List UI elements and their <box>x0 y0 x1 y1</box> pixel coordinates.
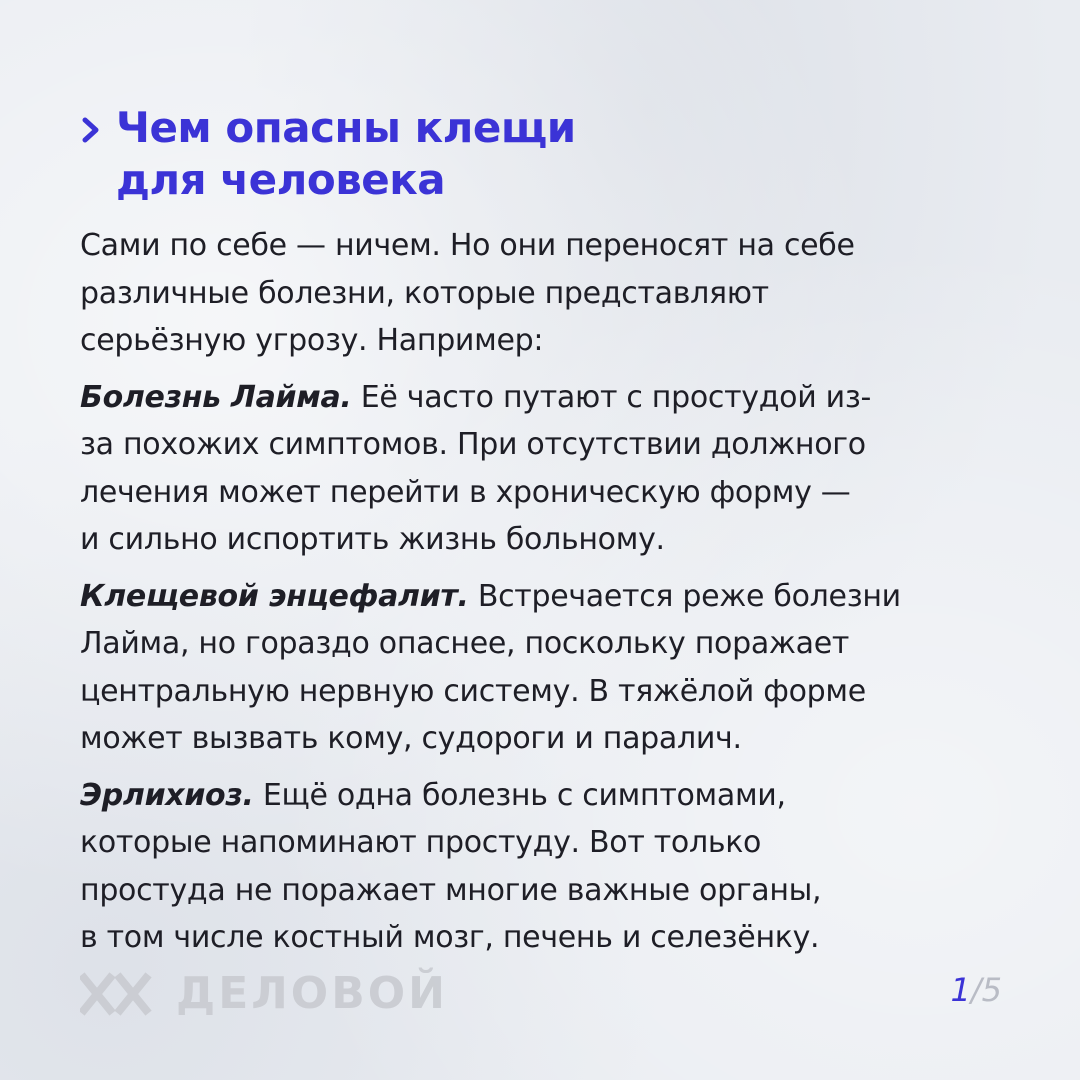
disease-paragraph-lyme <box>80 374 1000 564</box>
disease-paragraph-encephalitis <box>80 573 1000 763</box>
page-total: 5 <box>981 971 1002 1009</box>
intro-paragraph <box>80 222 1000 365</box>
disease-text: Ещё одна болезнь с симптомами, <box>253 777 786 813</box>
intro-line: различные болезни, которые представляют <box>80 275 769 311</box>
disease-line: которые напоминают простуду. Вот только <box>80 825 762 860</box>
disease-line: лечения может перейти в хроническую форму — <box>80 474 851 510</box>
page-title <box>116 102 576 206</box>
disease-line: в том числе костный мозг, печень и селезёнку. <box>80 920 820 955</box>
disease-paragraph-ehrlichiosis <box>80 772 1000 962</box>
brand-logo <box>80 968 448 1019</box>
disease-text: Встречается реже болезни <box>468 578 901 614</box>
disease-term: Болезнь Лайма. <box>80 379 352 415</box>
disease-first-line <box>80 374 1000 422</box>
disease-line: центральную нервную систему. В тяжёлой форме <box>80 673 866 709</box>
delovoy-logo-icon <box>80 972 158 1016</box>
title-line-2: для человека <box>116 155 446 204</box>
article-body <box>80 222 1000 971</box>
disease-line: Лайма, но гораздо опаснее, поскольку поражает <box>80 626 850 661</box>
page-current: 1 <box>950 971 971 1009</box>
slide-heading <box>80 102 576 206</box>
disease-first-line <box>80 573 1000 621</box>
disease-line: и сильно испортить жизнь больному. <box>80 522 665 557</box>
disease-line: может вызвать кому, судороги и паралич. <box>80 721 742 756</box>
disease-line: простуда не поражает многие важные органы, <box>80 872 822 908</box>
intro-line: серьёзную угрозу. Например: <box>80 323 544 358</box>
disease-term: Клещевой энцефалит. <box>80 578 469 614</box>
disease-text: Её часто путают с простудой из- <box>351 379 872 415</box>
disease-term: Эрлихиоз. <box>80 777 254 813</box>
page-indicator <box>951 970 1003 1010</box>
logo-wordmark: ДЕЛОВОЙ <box>176 968 448 1019</box>
chevron-right-icon <box>80 102 116 158</box>
page-separator: / <box>970 971 982 1009</box>
title-line-1: Чем опасны клещи <box>116 103 576 152</box>
disease-line: за похожих симптомов. При отсутствии должного <box>80 427 866 462</box>
disease-first-line <box>80 772 1000 820</box>
intro-line: Сами по себе — ничем. Но они переносят на себе <box>80 228 855 263</box>
